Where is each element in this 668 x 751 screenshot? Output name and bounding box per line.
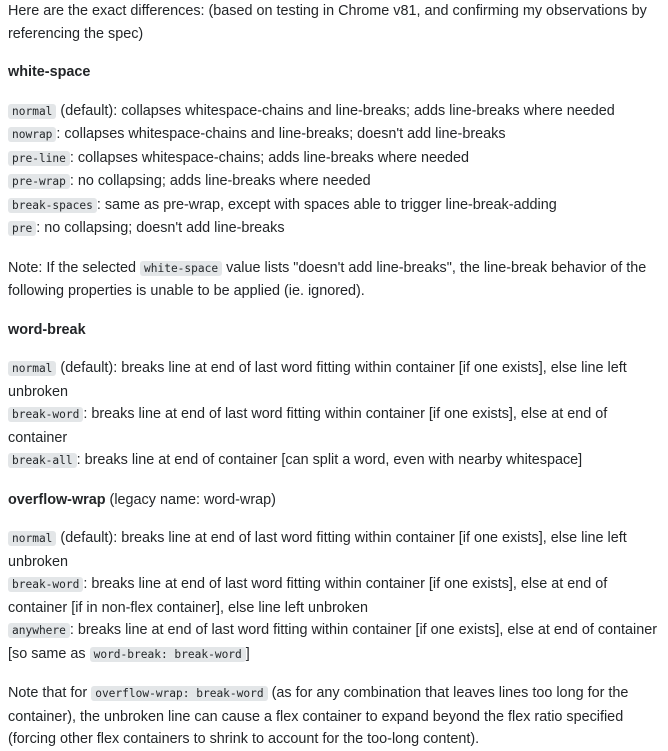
list-item <box>8 619 668 666</box>
code-break-word: break-word <box>8 407 83 422</box>
code-normal: normal <box>8 361 56 376</box>
overflow-wrap-note <box>8 682 668 751</box>
code-overflow-wrap-break-word: overflow-wrap: break-word <box>91 686 267 701</box>
list-item-text: : collapses whitespace-chains; adds line-breaks where needed <box>69 149 470 166</box>
white-space-list <box>8 100 668 241</box>
note-text: value lists "doesn't add line-breaks", the line-break behavior of the following properties is unable to be applied (ie. ignored). <box>8 259 647 299</box>
list-item-text: (default): collapses whitespace-chains and line-breaks; adds line-breaks where needed <box>56 102 615 119</box>
code-anywhere: anywhere <box>8 623 70 638</box>
white-space-note <box>8 257 668 303</box>
code-pre: pre <box>8 221 36 236</box>
code-word-break-break-word: word-break: break-word <box>90 647 246 662</box>
list-item <box>8 170 668 194</box>
list-item <box>8 573 668 619</box>
list-item <box>8 123 668 147</box>
list-item <box>8 147 668 171</box>
note-text: Note that for <box>8 685 92 701</box>
code-pre-wrap: pre-wrap <box>8 174 70 189</box>
list-item-text: : breaks line at end of container [can split a word, even with nearby whitespace] <box>76 452 583 468</box>
list-item <box>8 403 668 449</box>
note-text: (as for any combination that leaves lines too long for the container), the unbroken line can cause a flex container to expand beyond the flex ratio specified (forcing other flex containers to shrink to account for the too-long content). <box>8 685 629 747</box>
word-break-list <box>8 357 668 473</box>
list-item-text: : breaks line at end of last word fitting within container [if one exists], else at end of container [if in non-flex container], else line left unbroken <box>8 576 608 616</box>
white-space-heading: white-space <box>8 64 91 80</box>
code-normal: normal <box>8 104 56 119</box>
overflow-wrap-list <box>8 527 668 666</box>
intro-paragraph: Here are the exact differences: (based on testing in Chrome v81, and confirming my observations by referencing the spec) <box>8 3 647 42</box>
list-item-text: : breaks line at end of last word fitting within container [if one exists], else at end of container <box>8 406 608 446</box>
heading-suffix: (legacy name: word-wrap) <box>105 491 276 508</box>
note-text: Note: If the selected <box>8 259 140 276</box>
code-nowrap: nowrap <box>8 127 56 142</box>
code-normal: normal <box>8 531 56 546</box>
list-item <box>8 194 668 218</box>
code-break-all: break-all <box>8 453 77 468</box>
code-white-space: white-space <box>140 261 222 276</box>
heading-text: overflow-wrap <box>8 491 106 508</box>
word-break-heading: word-break <box>8 321 86 338</box>
list-item <box>8 217 668 241</box>
list-item-text: (default): breaks line at end of last word fitting within container [if one exists], else line left unbroken <box>8 530 627 570</box>
list-item <box>8 100 668 124</box>
list-item-text: : no collapsing; doesn't add line-breaks <box>36 220 285 236</box>
code-break-word: break-word <box>8 577 83 592</box>
code-pre-line: pre-line <box>8 151 70 166</box>
list-item-text: : same as pre-wrap, except with spaces able to trigger line-break-adding <box>96 196 557 213</box>
code-break-spaces: break-spaces <box>8 198 97 213</box>
list-item-text: (default): breaks line at end of last word fitting within container [if one exists], else line left unbroken <box>8 360 627 400</box>
list-item <box>8 527 668 573</box>
list-item-text: : collapses whitespace-chains and line-breaks; doesn't add line-breaks <box>56 126 506 142</box>
list-item <box>8 357 668 403</box>
list-item <box>8 449 668 473</box>
list-item-text: : no collapsing; adds line-breaks where needed <box>69 173 371 189</box>
list-item-text: : breaks line at end of last word fitting within container [if one exists], else at end of container [so same as <box>8 622 658 662</box>
overflow-wrap-heading <box>8 489 668 512</box>
list-item-text: ] <box>245 645 250 662</box>
